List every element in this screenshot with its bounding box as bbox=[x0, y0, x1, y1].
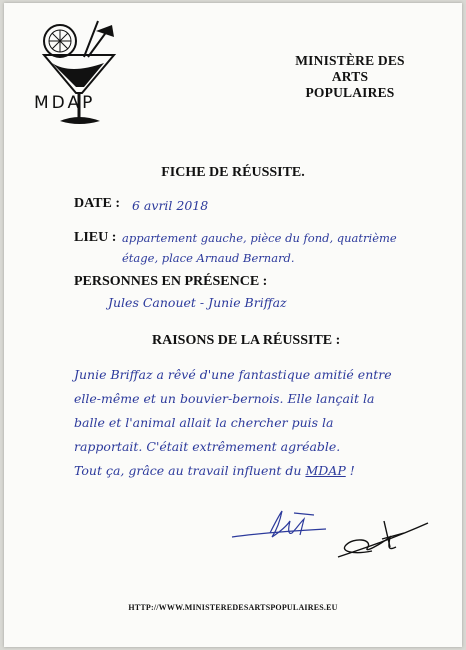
document-page bbox=[4, 3, 462, 647]
mdap-logo bbox=[30, 17, 120, 139]
raisons-line-5: Tout ça, grâce au travail influent du MDAP ! bbox=[74, 463, 355, 478]
signature-1 bbox=[230, 503, 330, 547]
raisons-text bbox=[74, 363, 392, 483]
ministry-line-2: ARTS bbox=[331, 69, 369, 84]
raisons-line-2: elle-même et un bouvier-bernois. Elle lançait la bbox=[74, 391, 375, 406]
raisons-label: RAISONS DE LA RÉUSSITE : bbox=[152, 333, 341, 348]
raisons-line-3: balle et l'animal allait la chercher puis la bbox=[74, 415, 334, 430]
personnes-label: PERSONNES EN PRÉSENCE : bbox=[74, 274, 268, 289]
date-label: DATE : bbox=[74, 196, 121, 211]
lieu-label: LIEU : bbox=[74, 230, 117, 245]
personnes-value: Jules Canouet - Junie Briffaz bbox=[108, 295, 287, 310]
mdap-mention: MDAP bbox=[305, 463, 346, 478]
ministry-name bbox=[280, 53, 420, 101]
website-url: HTTP://WWW.MINISTEREDESARTSPOPULAIRES.EU bbox=[128, 603, 338, 612]
lieu-line-1: appartement gauche, pièce du fond, quatrième bbox=[122, 231, 397, 245]
ministry-line-1: MINISTÈRE DES bbox=[295, 53, 405, 68]
ministry-line-3: POPULAIRES bbox=[305, 85, 395, 100]
cocktail-glass-icon bbox=[30, 17, 120, 139]
signature-2 bbox=[332, 517, 432, 565]
raisons-line-1: Junie Briffaz a rêvé d'une fantastique amitié entre bbox=[74, 367, 392, 382]
form-title: FICHE DE RÉUSSITE. bbox=[161, 165, 305, 180]
lieu-line-2: étage, place Arnaud Bernard. bbox=[122, 251, 295, 265]
raisons-line-4: rapportait. C'était extrêmement agréable. bbox=[74, 439, 341, 454]
date-value: 6 avril 2018 bbox=[132, 198, 209, 213]
logo-text: MDAP bbox=[34, 93, 96, 113]
